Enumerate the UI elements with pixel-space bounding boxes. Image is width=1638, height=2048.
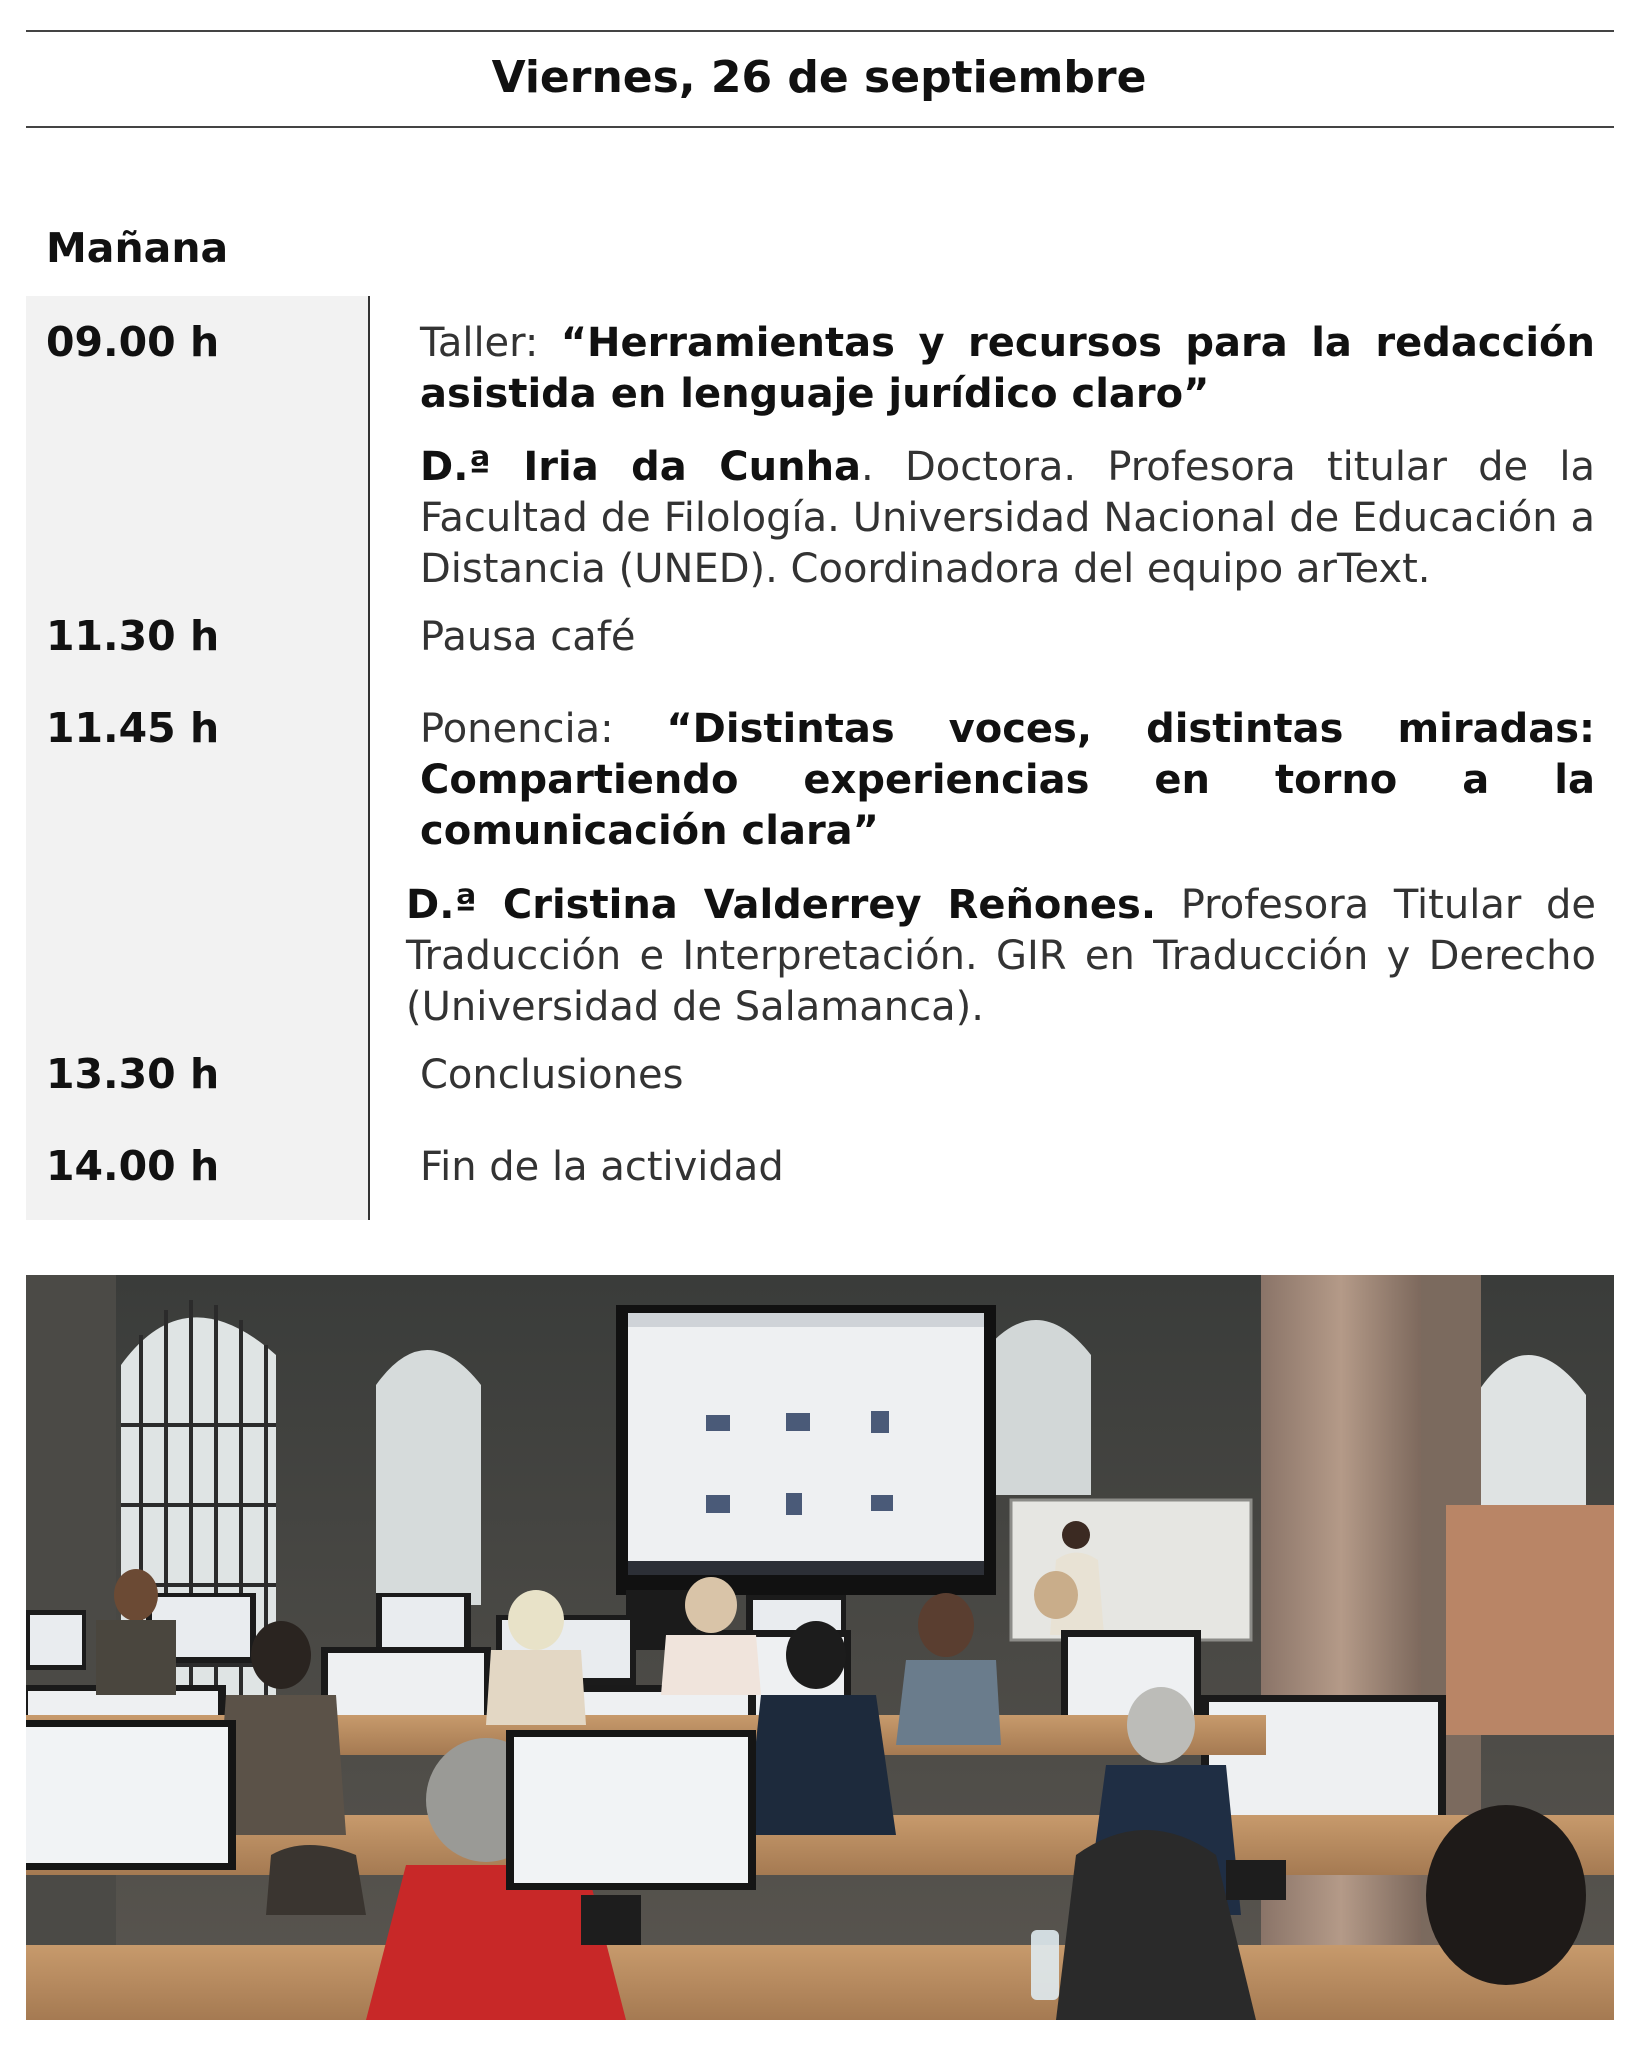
schedule-item-fin: Fin de la actividad xyxy=(420,1144,784,1190)
session-label: Mañana xyxy=(46,224,229,272)
column-divider xyxy=(368,296,370,1220)
desk-row xyxy=(26,1945,1614,2020)
speaker-block xyxy=(406,880,1596,1033)
event-title: asistida en lenguaje jurídico claro” xyxy=(420,371,1210,417)
schedule-item-ponencia xyxy=(420,704,1595,857)
event-title: comunicación clara” xyxy=(420,808,879,854)
taller-title-line-1 xyxy=(420,318,1595,369)
window xyxy=(981,1320,1091,1495)
time-1400: 14.00 h xyxy=(46,1142,220,1190)
time-0900: 09.00 h xyxy=(46,318,220,366)
ponencia-title-line-2 xyxy=(420,755,1595,806)
speaker-desc: Profesora Titular de Traducción e Interpretación. GIR en Traducción y Derecho (Universidad de Salamanca). xyxy=(406,882,1596,1030)
speaker-desc: . Doctora. Profesora titular de la Facultad de Filología. Universidad Nacional de Educación a Distancia (UNED). Coordinadora del equipo arText. xyxy=(420,444,1595,592)
schedule-item-conclusiones: Conclusiones xyxy=(420,1052,684,1098)
schedule-item-taller xyxy=(420,318,1595,420)
classroom-photo-drawing xyxy=(26,1275,1614,2020)
taller-title-line-2 xyxy=(420,369,1595,420)
speaker-block xyxy=(420,442,1595,595)
window xyxy=(376,1350,481,1605)
whiteboard xyxy=(1011,1500,1251,1640)
projection-screen xyxy=(616,1305,996,1595)
event-title: Compartiendo experiencias en torno a la xyxy=(420,757,1595,803)
schedule-item-pausa: Pausa café xyxy=(420,614,636,660)
event-type: Ponencia: xyxy=(420,706,614,752)
speaker-name: D.ª Iria da Cunha xyxy=(420,444,862,490)
classroom-photo xyxy=(26,1275,1614,2020)
event-title: “Herramientas y recursos para la redacción xyxy=(560,320,1595,366)
event-type: Taller: xyxy=(420,320,539,366)
ponencia-title-line-3 xyxy=(420,806,1595,857)
speaker-name: D.ª Cristina Valderrey Reñones. xyxy=(406,882,1157,928)
event-title: “Distintas voces, distintas miradas: xyxy=(666,706,1595,752)
top-rule xyxy=(26,30,1614,32)
partition-wall xyxy=(1446,1505,1614,1735)
time-1145: 11.45 h xyxy=(46,704,220,752)
water-bottle xyxy=(1031,1930,1059,2000)
time-1330: 13.30 h xyxy=(46,1050,220,1098)
day-title: Viernes, 26 de septiembre xyxy=(491,52,1147,103)
time-1130: 11.30 h xyxy=(46,612,220,660)
stone-pillar xyxy=(1261,1275,1421,2020)
header-rule xyxy=(26,126,1614,128)
ponencia-title-line-1 xyxy=(420,704,1595,755)
